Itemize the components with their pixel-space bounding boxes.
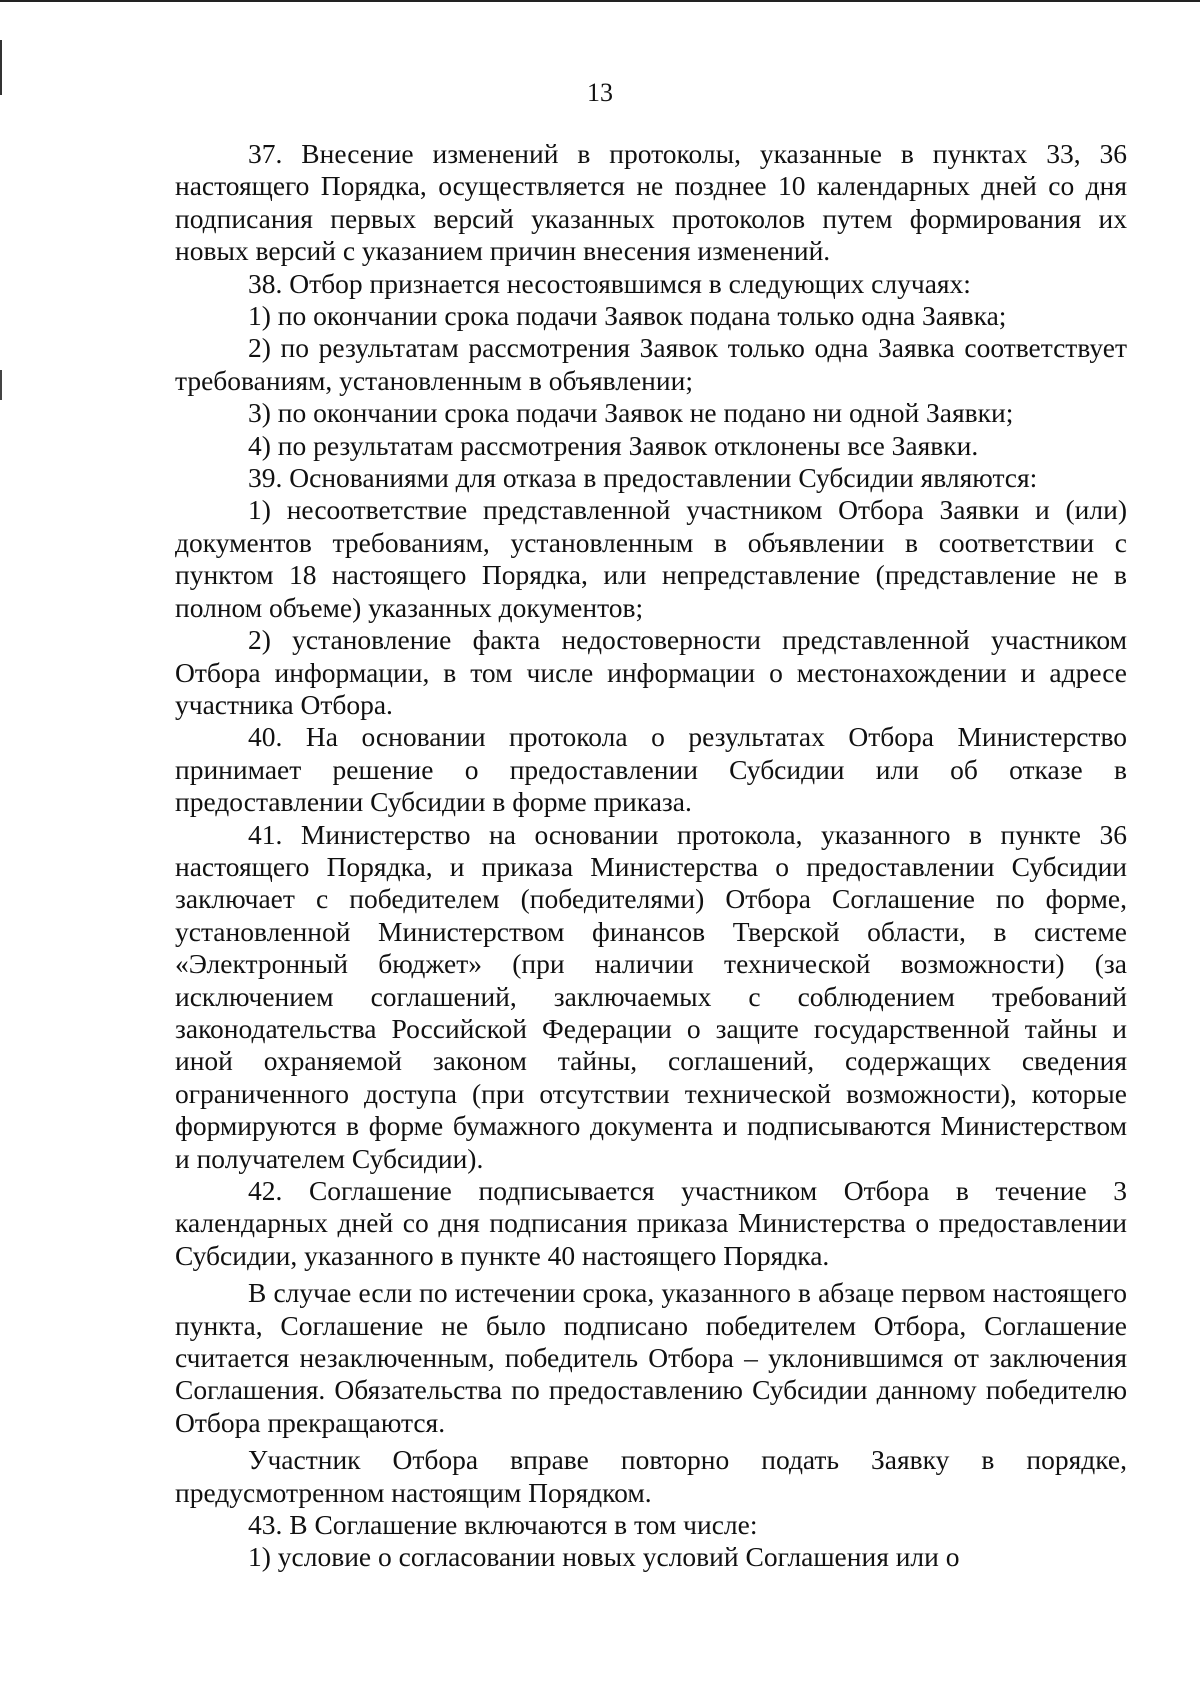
paragraph-42-clause-3: Участник Отбора вправе повторно подать Заявку в порядке, предусмотренном настоящим Порядком.: [175, 1444, 1127, 1508]
paragraph-39: 39. Основаниями для отказа в предоставлении Субсидии являются:: [248, 462, 1038, 494]
paragraph-42-clause-2: В случае если по истечении срока, указанного в абзаце первом настоящего пункта, Соглашение не было подписано победителем Отбора, Соглашение считается незаключенным, победитель Отбора – уклонившимся от заключения Соглашения. Обязательства по предоставлению Субсидии данному победителю Отбора прекращаются.: [175, 1277, 1127, 1438]
scan-edge-left-lower: [0, 370, 2, 400]
paragraph-38-item-2: 2) по результатам рассмотрения Заявок только одна Заявка соответствует требованиям, установленным в объявлении;: [175, 332, 1127, 396]
paragraph-38: 38. Отбор признается несостоявшимся в следующих случаях:: [248, 267, 971, 299]
paragraph-43: 43. В Соглашение включаются в том числе:: [248, 1509, 758, 1541]
paragraph-38-item-1: 1) по окончании срока подачи Заявок подана только одна Заявка;: [248, 300, 1007, 332]
paragraph-41: 41. Министерство на основании протокола, указанного в пункте 36 настоящего Порядка, и приказа Министерства о предоставлении Субсидии заключает с победителем (победителями) Отбора Соглашение по форме, установленной Министерством финансов Тверской области, в системе «Электронный бюджет» (при наличии технической возможности) (за исключением соглашений, заключаемых с соблюдением требований законодательства Российской Федерации о защите государственной тайны и иной охраняемой законом тайны, соглашений, содержащих сведения ограниченного доступа (при отсутствии технической возможности), которые формируются в форме бумажного документа и подписываются Министерством и получателем Субсидии).: [175, 818, 1127, 1174]
paragraph-42: 42. Соглашение подписывается участником Отбора в течение 3 календарных дней со дня подписания приказа Министерства о предоставлении Субсидии, указанного в пункте 40 настоящего Порядка.: [175, 1175, 1127, 1271]
paragraph-37: 37. Внесение изменений в протоколы, указанные в пунктах 33, 36 настоящего Порядка, осуществляется не позднее 10 календарных дней со дня подписания первых версий указанных протоколов путем формирования их новых версий с указанием причин внесения изменений.: [175, 138, 1127, 267]
paragraph-43-item-1: 1) условие о согласовании новых условий Соглашения или о: [248, 1541, 960, 1573]
paragraph-39-item-1: 1) несоответствие представленной участником Отбора Заявки и (или) документов требованиям, установленным в объявлении в соответствии с пунктом 18 настоящего Порядка, или непредставление (представление не в полном объеме) указанных документов;: [175, 494, 1127, 623]
scan-edge-top: [0, 0, 1200, 2]
paragraph-38-item-3: 3) по окончании срока подачи Заявок не подано ни одной Заявки;: [248, 397, 1014, 429]
paragraph-40: 40. На основании протокола о результатах Отбора Министерство принимает решение о предоставлении Субсидии или об отказе в предоставлении Субсидии в форме приказа.: [175, 721, 1127, 818]
paragraph-39-item-2: 2) установление факта недостоверности представленной участником Отбора информации, в том числе информации о местонахождении и адресе участника Отбора.: [175, 624, 1127, 720]
document-body: [175, 138, 1127, 1574]
paragraph-38-item-4: 4) по результатам рассмотрения Заявок отклонены все Заявки.: [248, 429, 979, 461]
page-number: 13: [587, 78, 613, 107]
